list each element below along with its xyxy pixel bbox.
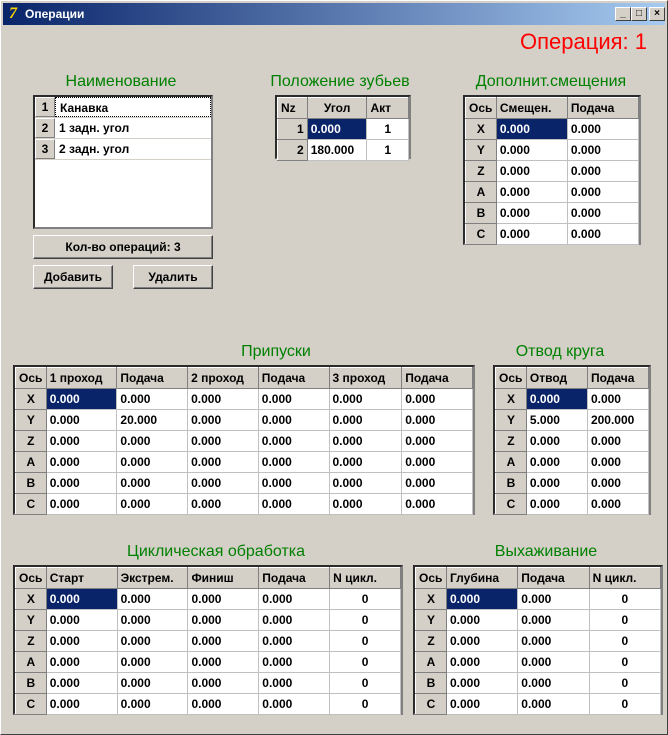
table-row[interactable] bbox=[496, 410, 649, 431]
row-header[interactable]: B bbox=[416, 673, 447, 694]
row-header[interactable]: Z bbox=[16, 431, 47, 452]
operations-list[interactable] bbox=[33, 95, 213, 229]
row-header[interactable]: A bbox=[466, 182, 497, 203]
table-cell[interactable]: 0.000 bbox=[46, 431, 117, 452]
column-header[interactable]: Старт bbox=[46, 568, 117, 589]
list-item-number: 2 bbox=[35, 118, 55, 138]
table-cell[interactable]: 0.000 bbox=[46, 410, 117, 431]
table-row[interactable] bbox=[466, 161, 639, 182]
table-cell[interactable]: 0.000 bbox=[117, 494, 188, 515]
table-cell[interactable]: 0.000 bbox=[117, 694, 188, 715]
table-cell[interactable]: 0.000 bbox=[259, 673, 330, 694]
row-header[interactable]: A bbox=[16, 652, 47, 673]
table-cell[interactable]: 0.000 bbox=[526, 452, 587, 473]
table-cell[interactable]: 0.000 bbox=[587, 473, 648, 494]
column-header[interactable]: Ось bbox=[496, 368, 527, 389]
table-row[interactable] bbox=[496, 431, 649, 452]
add-button[interactable]: Добавить bbox=[33, 265, 113, 289]
table-cell[interactable]: 0.000 bbox=[117, 431, 188, 452]
table-cell[interactable]: 0.000 bbox=[46, 652, 117, 673]
table-cell[interactable]: 0 bbox=[589, 673, 660, 694]
table-cell[interactable]: 0.000 bbox=[117, 473, 188, 494]
table-cell[interactable]: 0.000 bbox=[188, 389, 259, 410]
table-cell[interactable]: 0 bbox=[589, 694, 660, 715]
table-row[interactable] bbox=[16, 431, 473, 452]
table-cell[interactable]: 0.000 bbox=[329, 452, 402, 473]
table-row[interactable] bbox=[16, 610, 401, 631]
table-cell[interactable]: 0.000 bbox=[259, 589, 330, 610]
table-cell[interactable]: 0 bbox=[589, 631, 660, 652]
row-header[interactable]: Y bbox=[416, 610, 447, 631]
table-cell[interactable]: 0.000 bbox=[46, 610, 117, 631]
table-row[interactable] bbox=[466, 224, 639, 245]
table-cell[interactable]: 0.000 bbox=[117, 610, 188, 631]
names-heading: Наименование bbox=[65, 73, 177, 90]
column-header[interactable]: Подача bbox=[258, 368, 329, 389]
operation-title: Операция: 1 bbox=[520, 29, 647, 54]
table-cell[interactable]: 0 bbox=[589, 610, 660, 631]
column-header[interactable]: Подача bbox=[567, 98, 638, 119]
table-row[interactable] bbox=[278, 119, 409, 140]
row-header[interactable]: Z bbox=[416, 631, 447, 652]
column-header[interactable]: Ось bbox=[466, 98, 497, 119]
table-cell[interactable]: 0.000 bbox=[329, 431, 402, 452]
column-header[interactable]: Nz bbox=[278, 98, 308, 119]
column-header[interactable]: Подача bbox=[402, 368, 473, 389]
row-header[interactable]: X bbox=[416, 589, 447, 610]
table-cell[interactable]: 1 bbox=[367, 140, 409, 161]
table-cell[interactable]: 0 bbox=[330, 694, 401, 715]
table-cell[interactable]: 0.000 bbox=[258, 473, 329, 494]
column-header[interactable]: Ось bbox=[16, 568, 47, 589]
maximize-button[interactable]: □ bbox=[631, 7, 647, 21]
column-header[interactable]: Подача bbox=[587, 368, 648, 389]
column-header[interactable]: N цикл. bbox=[589, 568, 660, 589]
table-cell[interactable]: 0 bbox=[589, 652, 660, 673]
row-header[interactable]: X bbox=[16, 389, 47, 410]
table-row[interactable] bbox=[16, 673, 401, 694]
column-header[interactable]: 3 проход bbox=[329, 368, 402, 389]
table-row[interactable] bbox=[278, 140, 409, 161]
table-row[interactable] bbox=[416, 652, 661, 673]
column-header[interactable]: Финиш bbox=[188, 568, 259, 589]
table-cell[interactable]: 0.000 bbox=[526, 494, 587, 515]
table-cell[interactable]: 0 bbox=[330, 652, 401, 673]
table-cell[interactable]: 0.000 bbox=[567, 203, 638, 224]
table-cell[interactable]: 0.000 bbox=[496, 140, 567, 161]
sparkout-grid[interactable] bbox=[413, 565, 663, 715]
table-cell[interactable]: 0.000 bbox=[402, 452, 473, 473]
row-header[interactable]: Z bbox=[466, 161, 497, 182]
row-header[interactable]: X bbox=[466, 119, 497, 140]
table-cell[interactable]: 0.000 bbox=[446, 610, 517, 631]
table-cell[interactable]: 0.000 bbox=[446, 631, 517, 652]
column-header[interactable]: N цикл. bbox=[330, 568, 401, 589]
extra-offsets-heading: Дополнит.смещения bbox=[475, 73, 627, 90]
column-header[interactable]: Акт bbox=[367, 98, 409, 119]
cyclic-grid[interactable] bbox=[13, 565, 403, 715]
table-cell[interactable]: 0.000 bbox=[329, 389, 402, 410]
table-row[interactable] bbox=[466, 203, 639, 224]
column-header[interactable]: Глубина bbox=[446, 568, 517, 589]
extra-offsets-grid[interactable] bbox=[463, 95, 641, 245]
table-cell[interactable]: 0.000 bbox=[259, 610, 330, 631]
table-cell[interactable]: 0.000 bbox=[117, 452, 188, 473]
table-cell[interactable]: 0.000 bbox=[526, 473, 587, 494]
table-cell[interactable]: 0 bbox=[330, 589, 401, 610]
table-cell[interactable]: 0.000 bbox=[518, 652, 589, 673]
table-row[interactable] bbox=[16, 473, 473, 494]
teeth-heading: Положение зубьев bbox=[270, 73, 410, 90]
window-title: Операции bbox=[25, 7, 85, 21]
table-cell[interactable]: 0.000 bbox=[188, 494, 259, 515]
column-header[interactable]: Смещен. bbox=[496, 98, 567, 119]
allowances-heading: Припуски bbox=[241, 343, 311, 360]
table-cell[interactable]: 0.000 bbox=[188, 694, 259, 715]
row-header[interactable]: 2 bbox=[278, 140, 308, 161]
table-row[interactable] bbox=[16, 631, 401, 652]
table-cell[interactable]: 0.000 bbox=[46, 473, 117, 494]
wheel-retract-heading: Отвод круга bbox=[515, 343, 605, 360]
table-cell[interactable]: 0.000 bbox=[259, 631, 330, 652]
table-cell[interactable]: 0.000 bbox=[46, 494, 117, 515]
table-cell[interactable]: 0.000 bbox=[567, 224, 638, 245]
table-cell[interactable]: 0.000 bbox=[188, 631, 259, 652]
table-cell[interactable]: 0.000 bbox=[46, 694, 117, 715]
list-item[interactable] bbox=[35, 139, 211, 160]
column-header[interactable]: Угол bbox=[307, 98, 367, 119]
table-cell[interactable]: 0.000 bbox=[117, 631, 188, 652]
table-cell[interactable]: 0.000 bbox=[446, 694, 517, 715]
table-row[interactable] bbox=[466, 140, 639, 161]
column-header[interactable]: Подача bbox=[518, 568, 589, 589]
table-row[interactable] bbox=[416, 673, 661, 694]
table-cell[interactable]: 0.000 bbox=[117, 652, 188, 673]
table-row[interactable] bbox=[496, 452, 649, 473]
column-header[interactable]: Ось bbox=[416, 568, 447, 589]
table-cell[interactable]: 0.000 bbox=[258, 431, 329, 452]
table-cell[interactable]: 0.000 bbox=[307, 119, 367, 140]
table-cell[interactable]: 0.000 bbox=[567, 140, 638, 161]
table-row[interactable] bbox=[16, 452, 473, 473]
row-header[interactable]: X bbox=[496, 389, 527, 410]
table-row[interactable] bbox=[416, 589, 661, 610]
table-cell[interactable]: 0.000 bbox=[46, 631, 117, 652]
close-button[interactable]: × bbox=[649, 7, 665, 21]
operations-count-button[interactable]: Кол-во операций: 3 bbox=[33, 235, 213, 259]
delete-button[interactable]: Удалить bbox=[133, 265, 213, 289]
column-header[interactable]: Экстрем. bbox=[117, 568, 188, 589]
table-row[interactable] bbox=[16, 652, 401, 673]
table-cell[interactable]: 0.000 bbox=[496, 161, 567, 182]
cyclic-heading: Циклическая обработка bbox=[127, 543, 305, 560]
table-cell[interactable]: 0.000 bbox=[402, 473, 473, 494]
table-cell[interactable]: 0.000 bbox=[188, 452, 259, 473]
table-cell[interactable]: 0.000 bbox=[259, 694, 330, 715]
table-cell[interactable]: 0.000 bbox=[117, 589, 188, 610]
table-row[interactable] bbox=[416, 610, 661, 631]
table-cell[interactable]: 0.000 bbox=[258, 494, 329, 515]
table-cell[interactable]: 0.000 bbox=[567, 161, 638, 182]
table-cell[interactable]: 0.000 bbox=[188, 610, 259, 631]
table-cell[interactable]: 0.000 bbox=[117, 389, 188, 410]
row-header[interactable]: C bbox=[416, 694, 447, 715]
table-cell[interactable]: 0.000 bbox=[188, 410, 259, 431]
list-item-label: 2 задн. угол bbox=[59, 142, 130, 156]
row-header[interactable]: B bbox=[466, 203, 497, 224]
table-cell[interactable]: 0.000 bbox=[402, 389, 473, 410]
table-cell[interactable]: 0.000 bbox=[518, 589, 589, 610]
list-item-number: 1 bbox=[35, 97, 55, 117]
table-cell[interactable]: 0.000 bbox=[496, 119, 567, 140]
table-cell[interactable]: 0.000 bbox=[46, 589, 117, 610]
table-cell[interactable]: 0 bbox=[330, 673, 401, 694]
row-header[interactable]: A bbox=[16, 452, 47, 473]
table-row[interactable] bbox=[16, 389, 473, 410]
minimize-button[interactable]: _ bbox=[615, 7, 631, 21]
table-cell[interactable]: 0.000 bbox=[587, 389, 648, 410]
table-cell[interactable]: 0.000 bbox=[567, 119, 638, 140]
table-cell[interactable]: 0.000 bbox=[567, 182, 638, 203]
list-item[interactable] bbox=[35, 97, 211, 118]
table-cell[interactable]: 0.000 bbox=[329, 473, 402, 494]
wheel-retract-grid[interactable] bbox=[493, 365, 651, 515]
table-cell[interactable]: 0.000 bbox=[46, 389, 117, 410]
row-header[interactable]: C bbox=[16, 694, 47, 715]
table-cell[interactable]: 0.000 bbox=[329, 410, 402, 431]
table-row[interactable] bbox=[16, 589, 401, 610]
row-header[interactable]: A bbox=[416, 652, 447, 673]
table-cell[interactable]: 0.000 bbox=[188, 431, 259, 452]
table-row[interactable] bbox=[16, 494, 473, 515]
row-header[interactable]: 1 bbox=[278, 119, 308, 140]
row-header[interactable]: A bbox=[496, 452, 527, 473]
table-cell[interactable]: 0.000 bbox=[258, 410, 329, 431]
table-cell[interactable]: 0.000 bbox=[188, 473, 259, 494]
column-header[interactable]: Подача bbox=[259, 568, 330, 589]
column-header[interactable]: Ось bbox=[16, 368, 47, 389]
table-cell[interactable]: 200.000 bbox=[587, 410, 648, 431]
row-header[interactable]: Y bbox=[16, 610, 47, 631]
title-bar[interactable] bbox=[3, 3, 665, 25]
table-row[interactable] bbox=[466, 182, 639, 203]
table-cell[interactable]: 0 bbox=[589, 589, 660, 610]
table-cell[interactable]: 0.000 bbox=[402, 494, 473, 515]
table-cell[interactable]: 0.000 bbox=[526, 431, 587, 452]
app-logo-icon: 7 bbox=[9, 5, 17, 22]
table-cell[interactable]: 0.000 bbox=[258, 389, 329, 410]
table-row[interactable] bbox=[496, 389, 649, 410]
list-item[interactable] bbox=[35, 118, 211, 139]
allowances-grid[interactable] bbox=[13, 365, 475, 515]
table-row[interactable] bbox=[16, 410, 473, 431]
table-cell[interactable]: 0.000 bbox=[518, 610, 589, 631]
table-cell[interactable]: 0.000 bbox=[117, 673, 188, 694]
list-item-number: 3 bbox=[35, 139, 55, 159]
row-header[interactable]: Z bbox=[16, 631, 47, 652]
table-cell[interactable]: 0 bbox=[330, 631, 401, 652]
table-cell[interactable]: 0.000 bbox=[496, 182, 567, 203]
row-header[interactable]: C bbox=[16, 494, 47, 515]
row-header[interactable]: Y bbox=[496, 410, 527, 431]
table-cell[interactable]: 0.000 bbox=[518, 694, 589, 715]
column-header[interactable]: Подача bbox=[117, 368, 188, 389]
table-cell[interactable]: 0.000 bbox=[587, 494, 648, 515]
table-cell[interactable]: 0.000 bbox=[526, 389, 587, 410]
table-row[interactable] bbox=[416, 631, 661, 652]
row-header[interactable]: B bbox=[496, 473, 527, 494]
table-cell[interactable]: 0.000 bbox=[587, 452, 648, 473]
row-header[interactable]: C bbox=[496, 494, 527, 515]
table-cell[interactable]: 0.000 bbox=[258, 452, 329, 473]
row-header[interactable]: Y bbox=[466, 140, 497, 161]
table-cell[interactable]: 0.000 bbox=[188, 673, 259, 694]
row-header[interactable]: Z bbox=[496, 431, 527, 452]
row-header[interactable]: Y bbox=[16, 410, 47, 431]
sparkout-heading: Выхаживание bbox=[494, 543, 598, 560]
table-cell[interactable]: 0.000 bbox=[46, 452, 117, 473]
column-header[interactable]: Отвод bbox=[526, 368, 587, 389]
table-cell[interactable]: 0.000 bbox=[518, 631, 589, 652]
table-cell[interactable]: 0.000 bbox=[446, 652, 517, 673]
row-header[interactable]: B bbox=[16, 473, 47, 494]
table-cell[interactable]: 0.000 bbox=[446, 589, 517, 610]
column-header[interactable]: 1 проход bbox=[46, 368, 117, 389]
table-cell[interactable]: 0.000 bbox=[587, 431, 648, 452]
table-row[interactable] bbox=[16, 694, 401, 715]
table-row[interactable] bbox=[466, 119, 639, 140]
row-header[interactable]: X bbox=[16, 589, 47, 610]
row-header[interactable]: B bbox=[16, 673, 47, 694]
column-header[interactable]: 2 проход bbox=[188, 368, 259, 389]
table-cell[interactable]: 0.000 bbox=[46, 673, 117, 694]
table-cell[interactable]: 180.000 bbox=[307, 140, 367, 161]
table-cell[interactable]: 0.000 bbox=[402, 431, 473, 452]
table-cell[interactable]: 0.000 bbox=[188, 652, 259, 673]
table-row[interactable] bbox=[496, 494, 649, 515]
table-cell[interactable]: 0.000 bbox=[446, 673, 517, 694]
table-cell[interactable]: 0.000 bbox=[188, 589, 259, 610]
table-row[interactable] bbox=[416, 694, 661, 715]
table-cell[interactable]: 20.000 bbox=[117, 410, 188, 431]
table-row[interactable] bbox=[496, 473, 649, 494]
table-cell[interactable]: 0.000 bbox=[496, 203, 567, 224]
table-cell[interactable]: 1 bbox=[367, 119, 409, 140]
row-header[interactable]: C bbox=[466, 224, 497, 245]
table-cell[interactable]: 0.000 bbox=[329, 494, 402, 515]
teeth-grid[interactable] bbox=[275, 95, 411, 159]
list-item-label: Канавка bbox=[55, 97, 211, 117]
table-cell[interactable]: 0.000 bbox=[518, 673, 589, 694]
table-cell[interactable]: 5.000 bbox=[526, 410, 587, 431]
table-cell[interactable]: 0.000 bbox=[496, 224, 567, 245]
table-cell[interactable]: 0.000 bbox=[259, 652, 330, 673]
table-cell[interactable]: 0.000 bbox=[402, 410, 473, 431]
table-cell[interactable]: 0 bbox=[330, 610, 401, 631]
list-item-label: 1 задн. угол bbox=[59, 121, 130, 135]
